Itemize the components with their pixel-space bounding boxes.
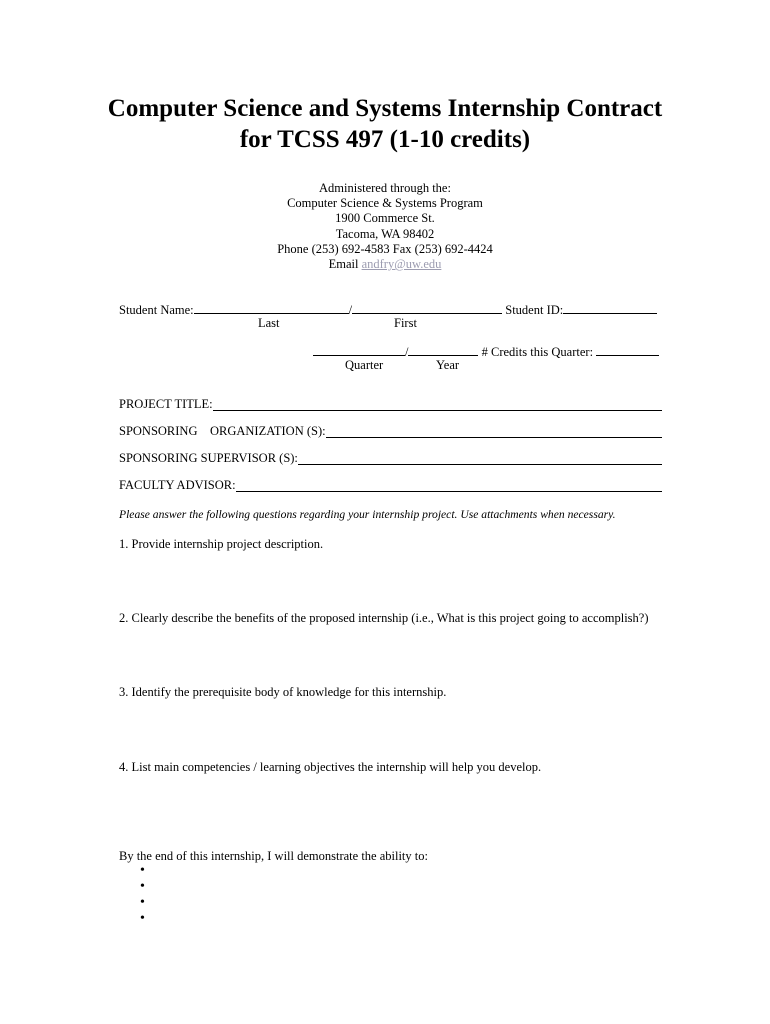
document-title-line-2: for TCSS 497 (1-10 credits): [239, 126, 531, 153]
quarter-separator: /: [405, 345, 409, 359]
faculty-advisor-row: [119, 478, 662, 493]
bullet-item: •: [140, 911, 145, 926]
student-name-label: Student Name:: [119, 303, 194, 317]
instructions-text: Please answer the following questions regarding your internship project. Use attachments when necessary.: [119, 508, 616, 521]
faculty-advisor-field[interactable]: [236, 479, 662, 492]
project-title-row: [119, 397, 662, 412]
document-title-line-1: Computer Science and Systems Internship Contract: [107, 95, 663, 122]
admin-email-line: [0, 257, 770, 272]
admin-phone-fax: Phone (253) 692-4583 Fax (253) 692-4424: [277, 241, 493, 256]
quarter-label: Quarter: [345, 358, 384, 372]
sponsoring-supervisor-field[interactable]: [298, 452, 662, 465]
admin-email-label: Email: [328, 257, 362, 272]
project-title-label: PROJECT TITLE:: [119, 397, 213, 411]
student-name-row: [119, 301, 657, 318]
sponsoring-org-field[interactable]: [326, 425, 662, 438]
last-label: Last: [258, 316, 280, 330]
credits-label: # Credits this Quarter:: [478, 345, 597, 359]
question-2: 2. Clearly describe the benefits of the proposed internship (i.e., What is this project going to accomplish?): [119, 611, 649, 625]
student-id-field[interactable]: [563, 301, 657, 314]
last-name-field[interactable]: [194, 301, 349, 314]
faculty-advisor-label: FACULTY ADVISOR:: [119, 478, 236, 492]
name-separator: /: [348, 303, 353, 317]
sponsoring-org-row: [119, 424, 662, 439]
admin-program: Computer Science & Systems Program: [287, 196, 483, 211]
admin-street: 1900 Commerce St.: [335, 211, 435, 226]
demonstrate-label: By the end of this internship, I will demonstrate the ability to:: [119, 849, 428, 863]
sponsoring-supervisor-label: SPONSORING SUPERVISOR (S):: [119, 451, 298, 465]
question-3: 3. Identify the prerequisite body of knowledge for this internship.: [119, 685, 447, 699]
question-4: 4. List main competencies / learning objectives the internship will help you develop.: [119, 760, 542, 774]
project-title-field[interactable]: [213, 398, 662, 411]
admin-email-link[interactable]: andfry@uw.edu: [361, 257, 442, 272]
administration-block: [0, 181, 770, 272]
admin-city: Tacoma, WA 98402: [335, 226, 435, 241]
bullet-item: •: [140, 895, 145, 910]
year-label: Year: [436, 358, 460, 372]
sponsoring-supervisor-row: [119, 451, 662, 466]
quarter-field[interactable]: [313, 343, 405, 356]
first-name-field[interactable]: [352, 301, 502, 314]
credits-field[interactable]: [596, 343, 659, 356]
ability-bullet-list: [140, 863, 145, 927]
sponsoring-org-label: SPONSORING ORGANIZATION (S):: [119, 424, 326, 438]
bullet-item: •: [140, 879, 145, 894]
year-field[interactable]: [408, 343, 478, 356]
admin-intro: Administered through the:: [319, 181, 451, 195]
student-id-label: Student ID:: [502, 303, 564, 317]
bullet-item: •: [140, 863, 145, 878]
question-1: 1. Provide internship project description.: [119, 537, 324, 551]
first-label: First: [394, 316, 417, 330]
